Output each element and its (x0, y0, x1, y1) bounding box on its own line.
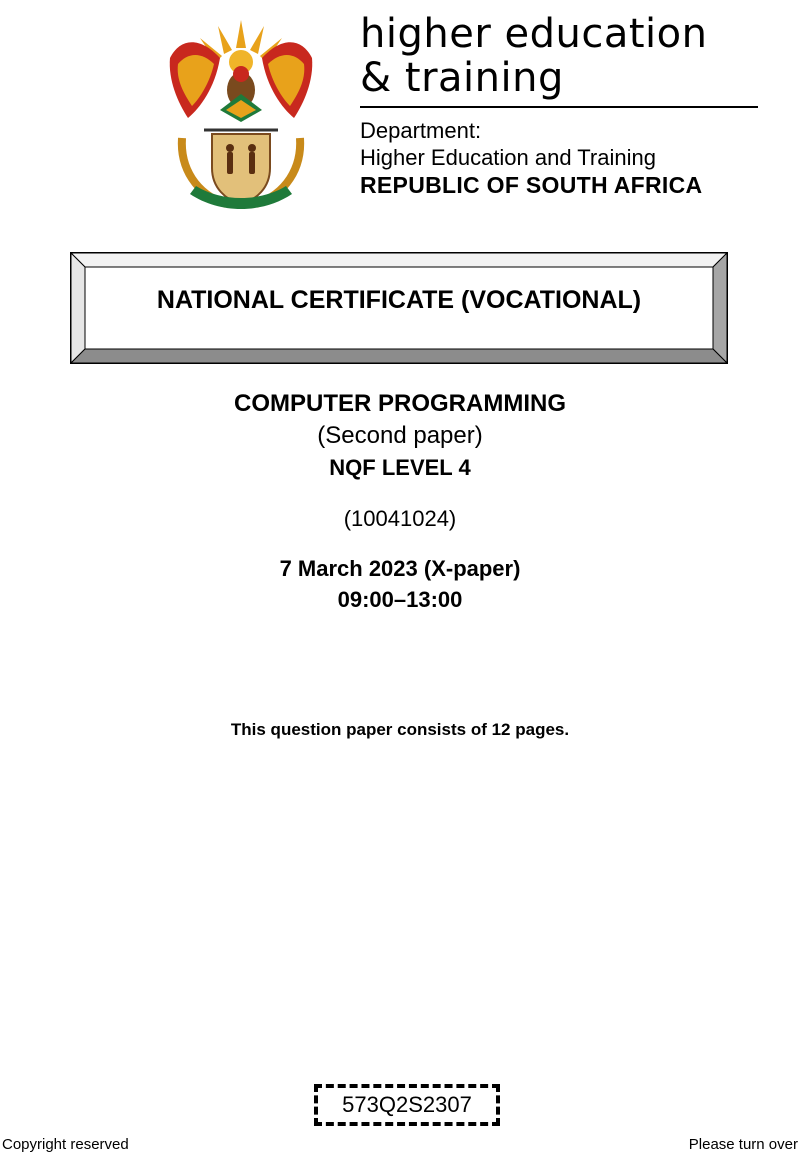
nqf-level: NQF LEVEL 4 (329, 455, 471, 480)
certificate-title: NATIONAL CERTIFICATE (VOCATIONAL) (156, 286, 642, 314)
brand-line-higher-education: higher education (360, 11, 708, 57)
subject-title: COMPUTER PROGRAMMING (234, 390, 566, 417)
brand-line-training: & training (360, 55, 564, 101)
subject-code: (10041024) (343, 506, 457, 531)
paper-number: (Second paper) (317, 422, 483, 449)
department-name: Higher Education and Training (360, 145, 656, 170)
page-count-note: This question paper consists of 12 pages. (230, 720, 570, 739)
copyright-footer: Copyright reserved (2, 1136, 129, 1153)
department-label: Department: (360, 118, 482, 143)
paper-reference-code: 573Q2S2307 (314, 1084, 500, 1126)
turn-over-footer: Please turn over (688, 1136, 798, 1153)
exam-date: 7 March 2023 (X-paper) (279, 556, 521, 581)
coat-of-arms-icon (160, 18, 322, 216)
country-name: REPUBLIC OF SOUTH AFRICA (360, 172, 703, 198)
exam-time: 09:00–13:00 (337, 587, 463, 612)
header-divider (360, 106, 758, 108)
